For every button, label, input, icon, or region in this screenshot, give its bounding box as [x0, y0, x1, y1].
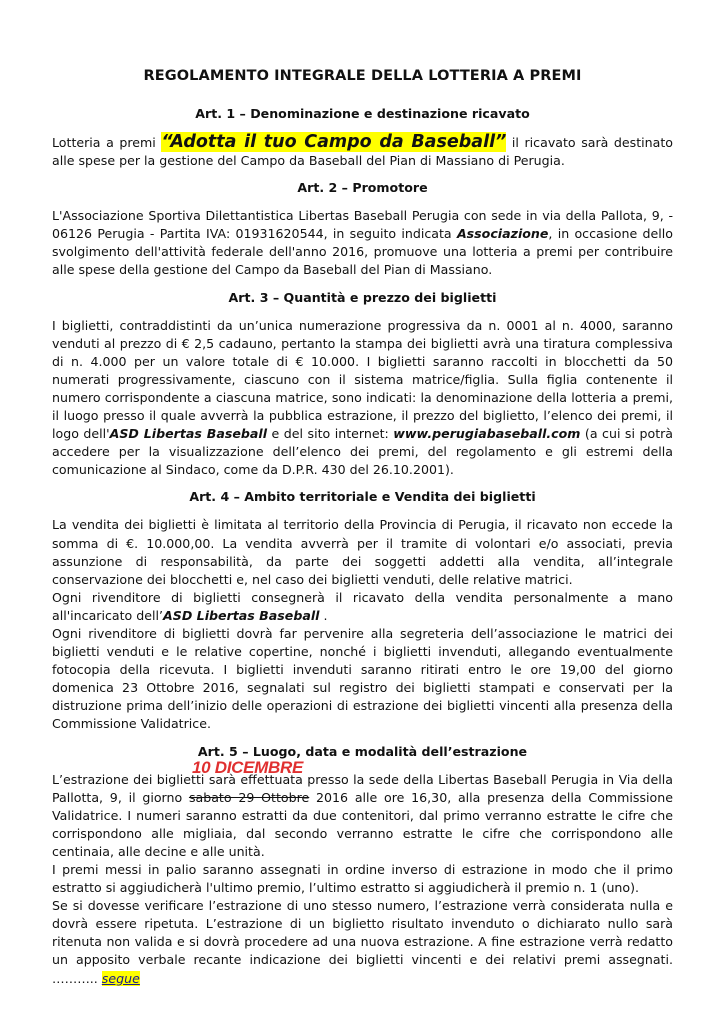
- document-page: [52, 68, 673, 998]
- art4-heading: Art. 4 – Ambito territoriale e Vendita dei biglietti: [189, 489, 536, 505]
- segue-link[interactable]: segue: [101, 970, 140, 986]
- art5-paragraph-1: [52, 771, 673, 861]
- art4-p2-pre: Ogni rivenditore di biglietti consegnerà il ricavato della vendita personalmente a mano all'incaricato dell’: [52, 589, 673, 623]
- art4-paragraph-3: Ogni rivenditore di biglietti dovrà far pervenire alla segreteria dell’associazione le matrici dei biglietti venduti e le relative copertine, nonché i biglietti invenduti, allegando eventualmente fotocopia della ricevuta. I biglietti invenduti saranno ritirati entro le ore 19,00 del giorno domenica 23 Ottobre 2016, segnalati sul registro dei biglietti stampati e conservati per la distruzione prima dell’inizio delle operazioni di estrazione dei biglietti vincenti alla presenza della Commissione Validatrice.: [52, 625, 673, 732]
- art3-text-post: (a cui si potrà accedere per la visualizzazione dell’elenco dei premi, del regolamento e gli estremi della comunicazione al Sindaco, come da D.P.R. 430 del 26.10.2001).: [52, 426, 674, 478]
- art3-paragraph: [52, 317, 673, 480]
- struck-date: sabato 29 Ottobre: [188, 789, 310, 805]
- art3-text-pre: I biglietti, contraddistinti da un’unica numerazione progressiva da n. 0001 al n. 4000, saranno venduti al prezzo di € 2,5 cadauno, pertanto la stampa dei biglietti avrà una tiratura complessiva di n. 4.000 per un valore totale di € 10.000. I biglietti saranno raccolti in blocchetti da 50 numerati progressivamente, ciascuno con il sistema matrice/figlia. Sulla figlia contenente il numero corrispondente a ciascuna matrice, sono indicati: la denominazione della lotteria a premi, il luogo presso il quale avverrà la pubblica estrazione, il prezzo del biglietto, l’elenco dei premi, il logo dell': [52, 317, 673, 442]
- art1-text-post: il ricavato sarà destinato alle spese per la gestione del Campo da Baseball del Pian di Massiano di Perugia.: [52, 135, 674, 169]
- art4-p2-post: .: [319, 607, 328, 623]
- art3-text-mid: e del sito internet:: [267, 426, 394, 442]
- art4-paragraph-1: La vendita dei biglietti è limitata al territorio della Provincia di Perugia, il ricavato non eccede la somma di €. 10.000,00. La vendita avverrà per il tramite di volontari e/o associati, previa assunzione di responsabilità, da parte dei soggetti addetti alla vendita, all’integrale conservazione dei blocchetti e, nel caso dei biglietti venduti, delle relative matrici.: [52, 517, 673, 587]
- art1-text-pre: Lotteria a premi: [52, 135, 162, 150]
- art5-p1-pre: L’estrazione dei biglietti sarà effettuata presso la sede della Libertas Baseball Perugia in Via della Pallotta, 9, il giorno: [52, 771, 673, 805]
- document-title: REGOLAMENTO INTEGRALE DELLA LOTTERIA A PREMI: [143, 68, 582, 84]
- website-link[interactable]: www.perugiabaseball.com: [393, 426, 581, 442]
- art2-heading: Art. 2 – Promotore: [297, 180, 428, 196]
- art2-text-pre: L'Associazione Sportiva Dilettantistica Libertas Baseball Perugia con sede in via della Pallota, 9, - 06126 Perugia - Partita IVA: 01931620544, in seguito indicata: [52, 208, 673, 242]
- art5-p1-post: 2016 alle ore 16,30, alla presenza della Commissione Validatrice. I numeri saranno estratti da due contenitori, dal primo verranno estratte le cifre che corrispondono alle migliaia, dal secondo verranno estratte le cifre che corrispondono alle centinaia, alle decine e alle unità.: [52, 789, 673, 859]
- associazione-term: Associazione: [456, 226, 549, 242]
- art1-paragraph: [52, 133, 673, 170]
- art1-heading: Art. 1 – Denominazione e destinazione ricavato: [195, 106, 530, 121]
- art2-paragraph: [52, 207, 673, 279]
- art5-p3-pre: Se si dovesse verificare l’estrazione di uno stesso numero, l’estrazione verrà considerata nulla e dovrà essere ripetuta. L’estrazione di un biglietto risultato invenduto o dichiarato nullo sarà ritenuta non valida e si dovrà procedere ad una nuova estrazione. A fine estrazione verrà redatto un apposito verbale recante indicazione dei biglietti vincenti e dei relativi premi assegnati. ………..: [52, 898, 673, 986]
- art5-heading: Art. 5 – Luogo, data e modalità dell’estrazione: [197, 743, 528, 759]
- art4-paragraph-2: [52, 589, 673, 625]
- lottery-name: “Adotta il tuo Campo da Baseball”: [161, 132, 507, 152]
- asd-name: ASD Libertas Baseball: [109, 426, 268, 442]
- art2-text-post: , in occasione dello svolgimento dell'attività federale dell'anno 2016, promuove una lotteria a premi per contribuire alle spese della gestione del Campo da Baseball del Pian di Massiano.: [52, 226, 673, 278]
- art5-paragraph-3: [52, 897, 673, 987]
- asd-name: ASD Libertas Baseball: [163, 607, 320, 623]
- art3-heading: Art. 3 – Quantità e prezzo dei biglietti: [228, 289, 497, 305]
- art5-paragraph-2: I premi messi in palio saranno assegnati in ordine inverso di estrazione in modo che il primo estratto si aggiudicherà l'ultimo premio, l’ultimo estratto si aggiudicherà il premio n. 1 (uno).: [52, 862, 673, 896]
- date-correction-stamp: 10 DICEMBRE: [192, 758, 304, 777]
